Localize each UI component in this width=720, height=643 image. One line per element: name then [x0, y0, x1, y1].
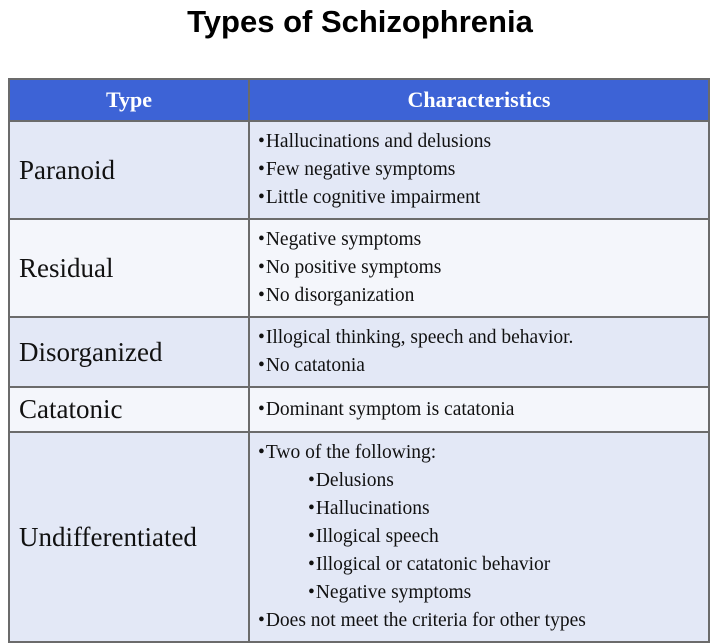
characteristics-cell — [249, 219, 709, 317]
bullet-text: Negative symptoms — [315, 582, 472, 603]
bullet-text: Hallucinations — [315, 498, 430, 519]
bullet-icon: • — [308, 582, 315, 603]
bullet-item — [258, 128, 704, 156]
page-title: Types of Schizophrenia — [187, 4, 533, 39]
type-cell: Paranoid — [9, 121, 249, 219]
bullet-text: Two of the following: — [265, 442, 437, 463]
table-row — [9, 121, 709, 219]
bullet-icon: • — [258, 355, 265, 376]
bullet-text: Illogical speech — [315, 526, 439, 547]
bullet-item — [258, 352, 704, 380]
table-row — [9, 387, 709, 432]
bullet-text: No disorganization — [265, 285, 415, 306]
characteristics-cell — [249, 317, 709, 387]
characteristics-cell — [249, 387, 709, 432]
header-type: Type — [9, 79, 249, 121]
table-row — [9, 219, 709, 317]
table-row — [9, 317, 709, 387]
bullet-icon: • — [258, 285, 265, 306]
header-characteristics: Characteristics — [249, 79, 709, 121]
bullet-text: Negative symptoms — [265, 229, 422, 250]
bullet-icon: • — [308, 554, 315, 575]
bullet-text: Little cognitive impairment — [265, 187, 481, 208]
bullet-text: No positive symptoms — [265, 257, 442, 278]
bullet-icon: • — [308, 526, 315, 547]
bullet-text: Dominant symptom is catatonia — [265, 398, 515, 420]
sub-bullet-item — [258, 579, 704, 607]
bullet-text: Delusions — [315, 470, 394, 491]
bullet-text: Illogical thinking, speech and behavior. — [265, 327, 574, 348]
bullet-icon: • — [258, 610, 265, 631]
type-cell: Catatonic — [9, 387, 249, 432]
type-cell: Disorganized — [9, 317, 249, 387]
bullet-item — [258, 226, 704, 254]
bullet-item — [258, 396, 704, 424]
bullet-item — [258, 607, 704, 635]
schizophrenia-types-table — [8, 78, 710, 643]
bullet-item — [258, 324, 704, 352]
bullet-text: Illogical or catatonic behavior — [315, 554, 551, 575]
type-cell: Residual — [9, 219, 249, 317]
bullet-item — [258, 282, 704, 310]
bullet-icon: • — [258, 159, 265, 180]
bullet-icon: • — [308, 498, 315, 519]
bullet-icon: • — [258, 398, 265, 420]
bullet-icon: • — [258, 131, 265, 152]
table-header-row — [9, 79, 709, 121]
bullet-text: Does not meet the criteria for other types — [265, 610, 586, 631]
bullet-item — [258, 156, 704, 184]
type-cell: Undifferentiated — [9, 432, 249, 642]
bullet-icon: • — [308, 470, 315, 491]
sub-bullet-item — [258, 523, 704, 551]
bullet-icon: • — [258, 327, 265, 348]
bullet-item — [258, 254, 704, 282]
bullet-icon: • — [258, 187, 265, 208]
bullet-text: No catatonia — [265, 355, 365, 376]
bullet-item — [258, 184, 704, 212]
sub-bullet-item — [258, 467, 704, 495]
characteristics-cell — [249, 121, 709, 219]
table-body — [9, 121, 709, 642]
bullet-text: Hallucinations and delusions — [265, 131, 492, 152]
bullet-text: Few negative symptoms — [265, 159, 456, 180]
characteristics-cell — [249, 432, 709, 642]
bullet-icon: • — [258, 442, 265, 463]
bullet-icon: • — [258, 229, 265, 250]
table-row — [9, 432, 709, 642]
sub-bullet-item — [258, 495, 704, 523]
bullet-icon: • — [258, 257, 265, 278]
bullet-item — [258, 439, 704, 467]
sub-bullet-item — [258, 551, 704, 579]
